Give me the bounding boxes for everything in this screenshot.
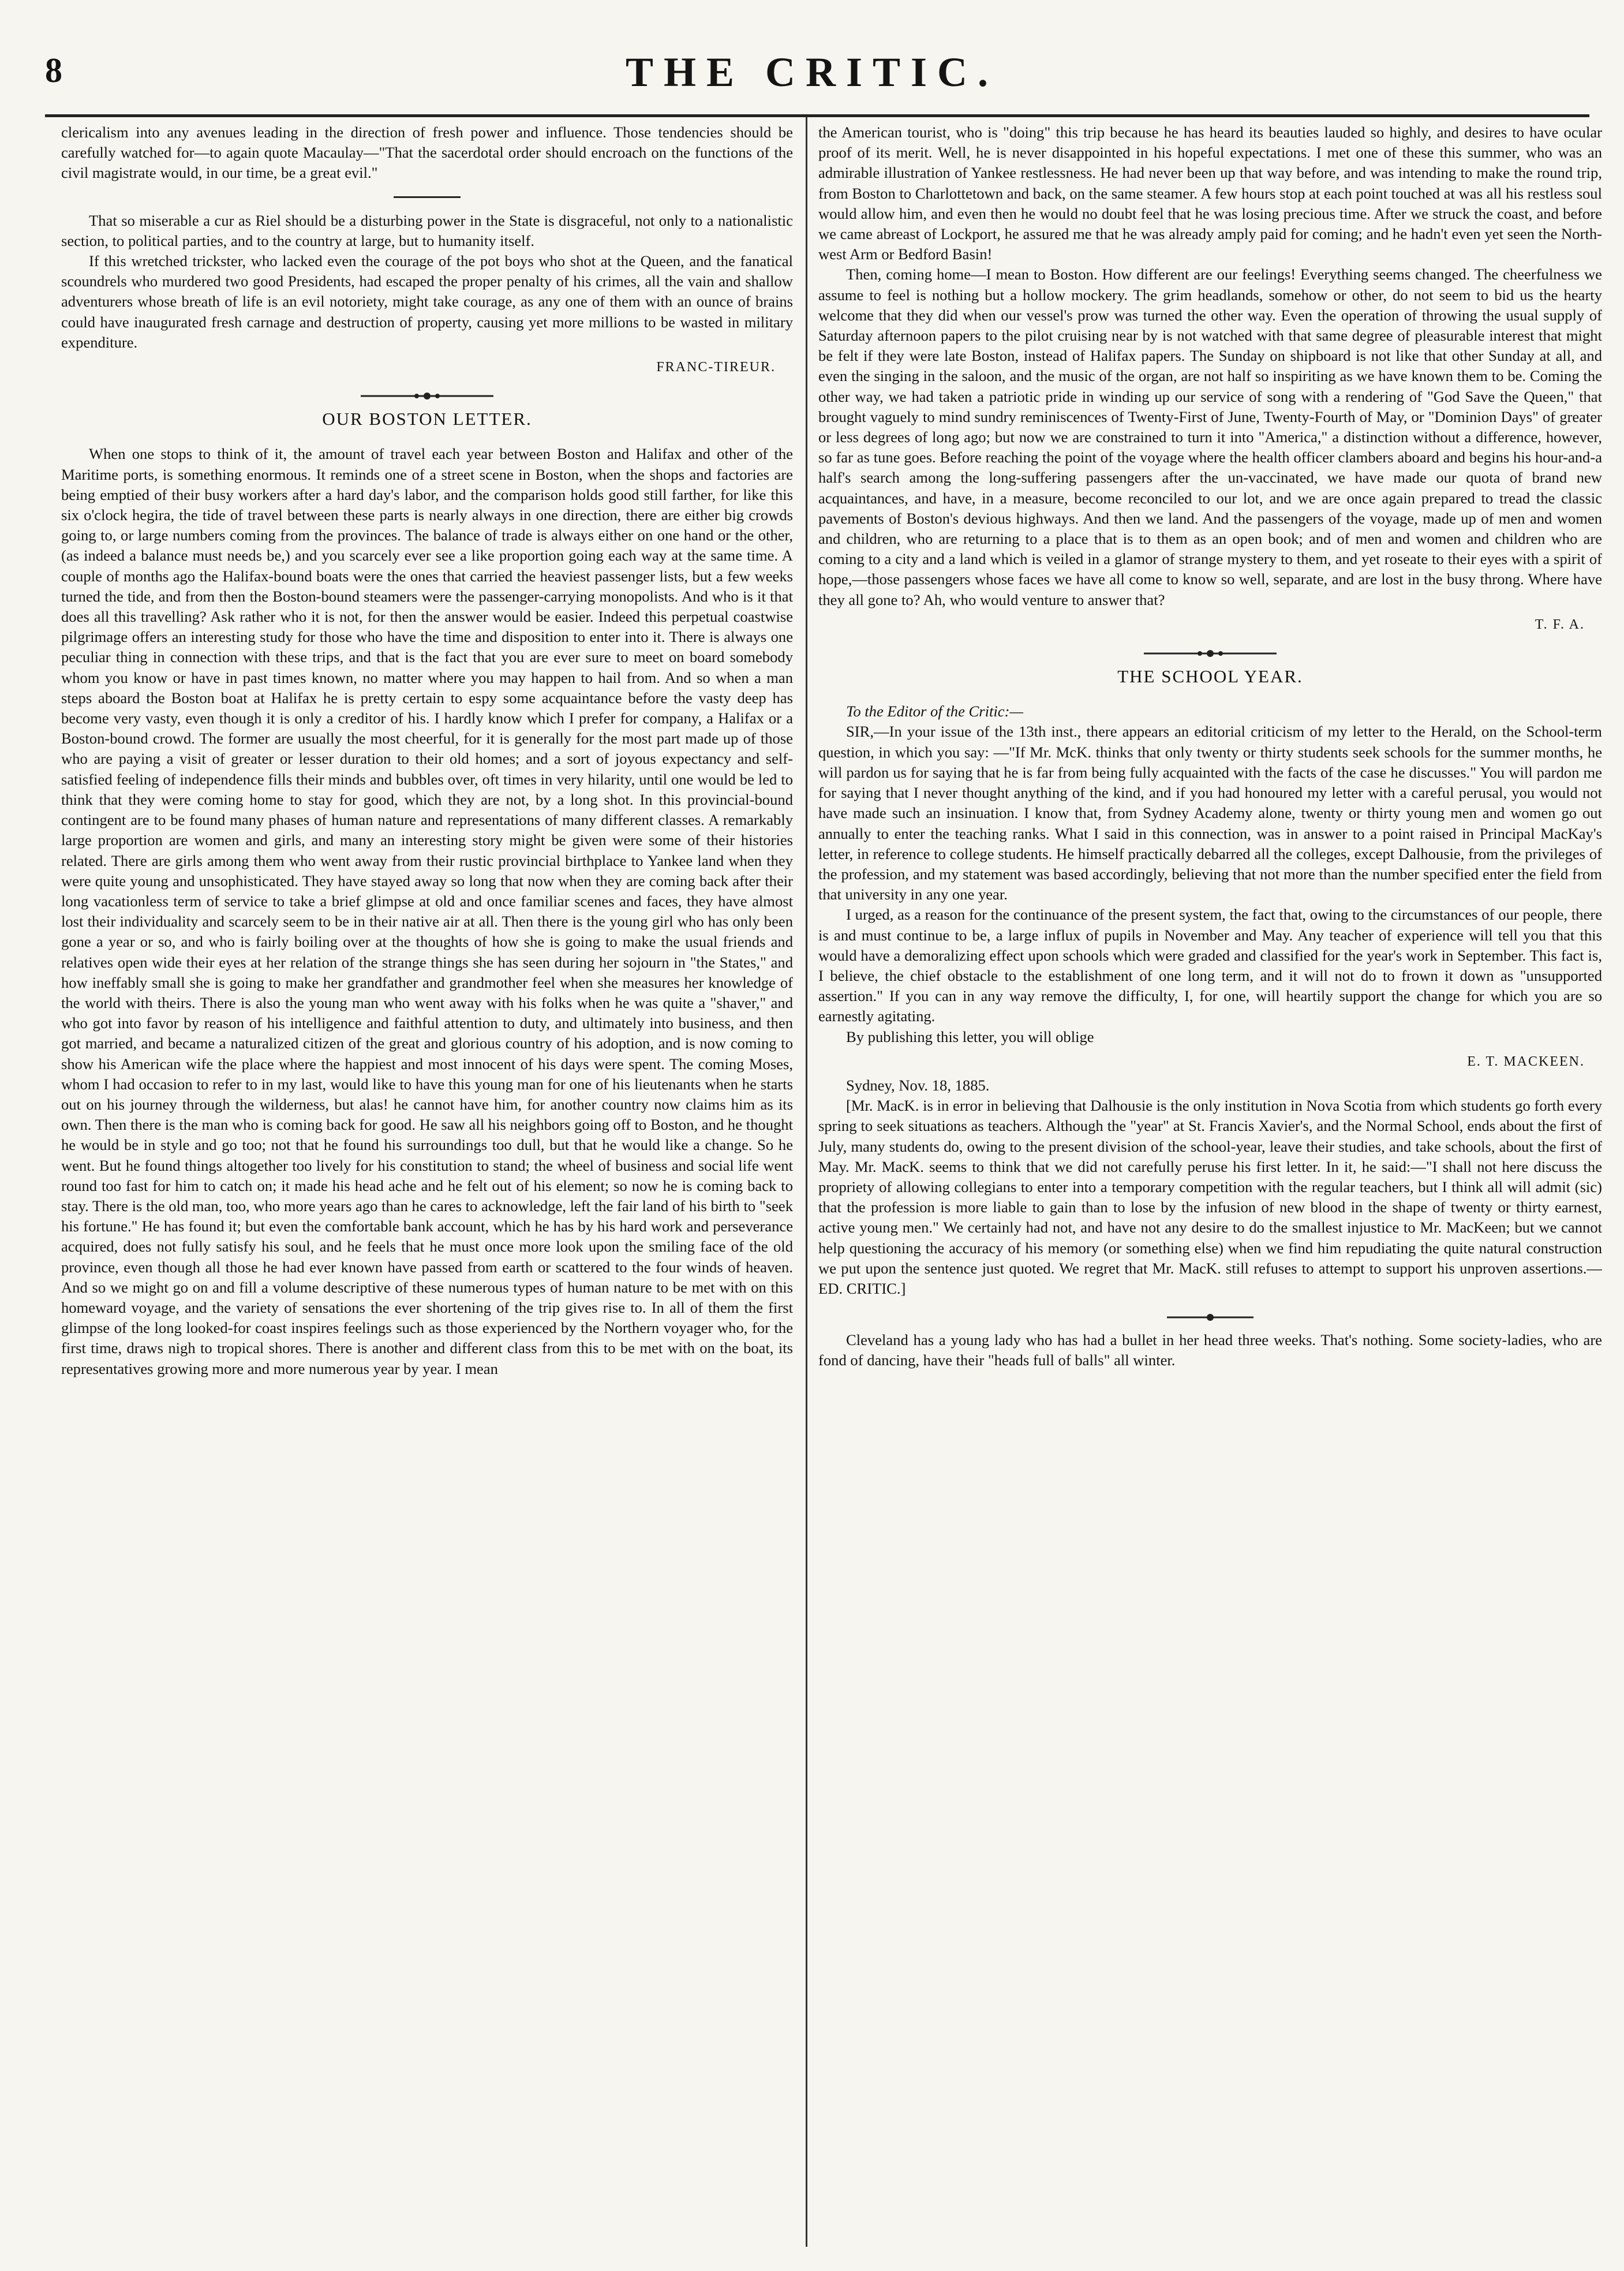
letter-paragraph: SIR,—In your issue of the 13th inst., there appears an editorial criticism of my letter to the Herald, on the School-term question, in which you say: —"If Mr. McK. thinks that only twenty or thirty students seek schools for the summer months, he will pardon us for saying that he is far from being fully acquainted with the facts of the case he discusses." You will pardon me for saying that I never thought anything of the kind, and if you had honoured my letter with a careful perusal, you would not have made such an insinuation. I know that, from Sydney Academy alone, twenty or thirty young men and women go out annually to enter the teaching ranks. What I said in this connection, was in answer to a point raised in Principal MacKay's letter, in reference to college students. He himself practically debarred all the colleges, except Dalhousie, from the privileges of the profession, and my statement was based accordingly, believing that not more than the number specified enter the field from that university in any one year. [818, 723, 1602, 903]
newspaper-masthead: THE CRITIC. [625, 49, 999, 95]
letter-paragraph: I urged, as a reason for the continuance of the present system, the fact that, owing to the circumstances of our people, there is and must continue to be, a large influx of pupils in November and May. Any teacher of experience will tell you that this would have a demoralizing effect upon schools which were graded and classified for the year's work in September. This fact is, I believe, the chief obstacle to the establishment of one long term, and it will not do to frown it down as "unsupported assertion." If you can in any way remove the difficulty, I, for one, will heartily support the change for which you are so earnestly agitating. [818, 906, 1602, 1025]
editor-note: [Mr. MacK. is in error in believing that Dalhousie is the only institution in Nova Scotia from which students go forth every spring to seek situations as teachers. Although the "year" at St. Francis Xavier's, and the Normal School, ends about the first of July, many students do, owing to the present division of the school-year, leave their studies, and take schools, about the first of May. Mr. MacK. seems to think that we did not carefully peruse his first letter. In it, he said:—"I shall not here discuss the propriety of allowing collegians to enter into a temporary competition with the regular teachers, but I think all will admit (sic) that the profession is more liable to gain than to lose by the infusion of new blood in the shape of twenty or thirty earnest, active young men." We certainly had not, and have not any desire to do the smallest injustice to Mr. MacKeen; but we cannot help questioning the accuracy of his memory (or something else) when we find him repudiating the quite natural construction we put upon the sentence just quoted. We regret that Mr. MacK. still refuses to attempt to support his unproven assertions.—ED. CRITIC.] [818, 1097, 1602, 1297]
page-number: 8 [45, 51, 62, 89]
author-signature: T. F. A. [1535, 617, 1585, 632]
article-title-boston-letter: OUR BOSTON LETTER. [322, 409, 532, 429]
left-column [61, 122, 793, 2247]
boston-letter-paragraph-homecoming: Then, coming home—I mean to Boston. How different are our feelings! Everything seems changed. The cheerfulness we assume to feel is nothing but a hollow mockery. The grim headlands, somehow or other, do not seem to bid us the hearty welcome that they did when our vessel's prow was turned the other way. Even the operation of throwing the usual supply of Saturday afternoon papers to the pilot cruising near by is not watched with that same degree of pleasurable interest that might be felt if they were late Boston, instead of Halifax papers. The Sunday on shipboard is not like that other Sunday at all, and even the singing in the saloon, and the music of the organ, are not half so inspiriting as we have known them to be. Coming the other way, we had taken a patriotic pride in winding up our service of song with a rendering of "God Save the Queen," that brought vaguely to mind sundry reminiscences of Twenty-First of June, Twenty-Fourth of May, or "Dominion Days" of greater or less degrees of long ago; but now we are constrained to turn it into "America," a distinction without a difference, however, so far as tune goes. Before reaching the point of the voyage where the health officer clambers aboard and begins his hour-and-a half's search among the long-suffering passengers after the un-vaccinated, we have made our quota of brand new acquaintances, and have, in a measure, become reconciled to our lot, and we are once again prepared to tread the classic pavements of Boston's devious highways. And then we land. And the passengers of the voyage, made up of men and women and children, who are returning to a place that is to them as an open book; and of men and women and children who are coming to a city and a land which is veiled in a glamor of strange mystery to them, and yet roseate to their eyes with a spirit of hope,—those passengers whose faces we have all come to know so well, separate, and are lost in the busy throng. Where have they all gone to? Ah, who would venture to answer that? [818, 266, 1602, 608]
ornament-rule-icon [361, 389, 493, 403]
boston-letter-continued-paragraph: the American tourist, who is "doing" this trip because he has heard its beauties lauded so highly, and desires to have ocular proof of its merit. Well, he is never disappointed in his hopeful expectations. I met one of these this summer, who was an admirable illustration of Yankee restlessness. He had never been up that way before, and was intending to make the round trip, from Boston to Charlottetown and back, on the same steamer. A few hours stop at each point touched at was all his restless soul would allow him, and even then he would no doubt feel that he was losing precious time. After we struck the coast, and before we came abreast of Lockport, he assured me that he was already amply paid for coming; and he hadn't even yet seen the North-west Arm or Bedford Basin! [818, 124, 1602, 263]
letter-signature: E. T. MACKEEN. [1467, 1054, 1585, 1069]
letter-salutation: To the Editor of the Critic:— [846, 703, 1024, 720]
ornament-divider [818, 645, 1602, 660]
ornament-divider [818, 1309, 1602, 1324]
article-title-school-year: THE SCHOOL YEAR. [1117, 666, 1303, 687]
ornament-divider [61, 388, 793, 403]
article-paragraph-trickster: If this wretched trickster, who lacked even the courage of the pot boys who shot at the Queen, and the fanatical scoundrels who murdered two good Presidents, had escaped the proper penalty of his crimes, all the vain and shallow adventurers whose breath of life is an evil notoriety, might take courage, as any one of them with an ounce of brains could have inaugurated fresh carnage and destruction of property, causing yet more millions to be wasted in military expenditure. [61, 252, 793, 351]
column-divider [806, 117, 807, 2247]
ornament-rule-icon [1144, 647, 1277, 660]
ornament-rule-icon [1144, 1310, 1277, 1324]
section-rule [394, 196, 461, 198]
boston-letter-paragraph: When one stops to think of it, the amount of travel each year between Boston and Halifax and other of the Maritime ports, is something enormous. It reminds one of a street scene in Boston, when the shops and factories are being emptied of their busy workers after a hard day's labor, and the comparison holds good still farther, for like this six o'clock hegira, the tide of travel between these parts is nearly always in one direction, there are either big crowds going to, or large numbers coming from the provinces. The balance of trade is always either on one hand or the other, (as indeed a balance must needs be,) and you scarcely ever see a like proportion going each way at the same time. A couple of months ago the Halifax-bound boats were the ones that carried the heaviest passenger lists, but a few weeks turned the tide, and from then the Boston-bound steamers were the passenger-carrying monopolists. And who is it that does all this travelling? Ask rather who it is not, for then the answer would be easier. Indeed this perpetual coastwise pilgrimage offers an interesting study for those who have the time and disposition to enter into it. There is always one peculiar thing in connection with these trips, and that is the fact that you are ever sure to meet on board somebody whom you know or have in past times known, no matter where you may happen to hail from. And so when a man steps aboard the Boston boat at Halifax he is pretty certain to espy some acquaintance before the vasty deep has become very vasty, even though it is only a creditor of his. I hardly know which I prefer for company, a Halifax or a Boston-bound crowd. The former are usually the most cheerful, for it is generally for the most part made up of those who are paying a visit of greater or lesser duration to their old homes; and a sort of joyous expectancy and self-satisfied feeling of independence fills their minds and bubbles over, oft times in very hilarity, until one would be led to think that they were coming home to stay for good, which they are not, by a long shot. In this provincial-bound contingent are to be found many phases of human nature and representations of many different classes. A remarkably large proportion are women and girls, and many an interesting story might be given were some of their histories related. There are girls among them who went away from their rustic provincial birthplace to Yankee land when they were quite young and unsophisticated. They have stayed away so long that now when they are coming back after their long vacationless term of service to take a brief glimpse at old and once familiar scenes and faces, they have almost lost their individuality and scarcely seem to be in their native air at all. Then there is the young girl who has only been gone a year or so, and who is fairly boiling over at the thoughts of how she is going to make the usual friends and relatives open wide their eyes at her relation of the strange things she has seen during her sojourn in "the States," and how ineffably small she is going to make her grandfather and grandmother feel when she measures her knowledge of the world with theirs. There is also the young man who went away with his folks when he was quite a "shaver," and who got into favor by reason of his intelligence and faithful attention to duty, and ultimately into business, and then got married, and became a naturalized citizen of the great and glorious country of his adoption, and is now coming to show his American wife the place where the happiest and most innocent of his days were spent. The coming Moses, whom I had occasion to refer to in my last, would like to have this young man for one of his lieutenants when he starts out on his journey through the wilderness, but alas! he cannot have him, for another country now claims him as its own. Then there is the man who is coming back for good. He saw all his neighbors going off to Boston, and he thought he would be in style and go too; not that he found his surroundings too dull, but that he would like a change. So he went. But he found things altogether too lively for his constitution to stand; the wheel of business and social life went round too fast for him to catch on; it made his head ache and he felt out of his element; so now he is coming back to stay. There is the old man, too, who more years ago than he cares to acknowledge, left the fair land of his birth to "seek his fortune." He has found it; but even the comfortable bank account, which he has by his hard work and perseverance acquired, does not fully satisfy his soul, and he feels that he must once more look upon the smiling face of the old province, even though all those he had ever known have passed from earth or scattered to the four winds of heaven. And so we might go on and fill a volume descriptive of these numerous types of human nature to be met with on this homeward voyage, and the variety of sensations the ever shortening of the trip gives rise to. In all of them the first glimpse of the long looked-for coast inspires feelings such as those experienced by the Northern voyager who, for the first time, draws nigh to tropical shores. There is another and different class from this to be met with on the boat, its representatives growing more and more numerous year by year. I mean [61, 445, 793, 1377]
article-paragraph-riel: That so miserable a cur as Riel should be a disturbing power in the State is disgraceful, not only to a nationalistic section, to political parties, and to the country at large, but to humanity itself. [61, 211, 793, 249]
header-rule [45, 114, 1589, 117]
author-signature: FRANC-TIREUR. [656, 360, 776, 375]
article-paragraph-clericalism: clericalism into any avenues leading in the direction of fresh power and influence. Those tendencies should be carefully watched for—to again quote Macaulay—"That the sacerdotal order should encroach on the functions of the civil magistrate would, in our time, be a great evil." [61, 124, 793, 182]
news-item-paragraph: Cleveland has a young lady who has had a bullet in her head three weeks. That's nothing. Some society-ladies, who are fond of dancing, have their "heads full of balls" all winter. [818, 1331, 1602, 1369]
right-column [818, 122, 1602, 2247]
letter-dateline: Sydney, Nov. 18, 1885. [846, 1076, 990, 1094]
letter-closing: By publishing this letter, you will oblige [846, 1028, 1094, 1045]
